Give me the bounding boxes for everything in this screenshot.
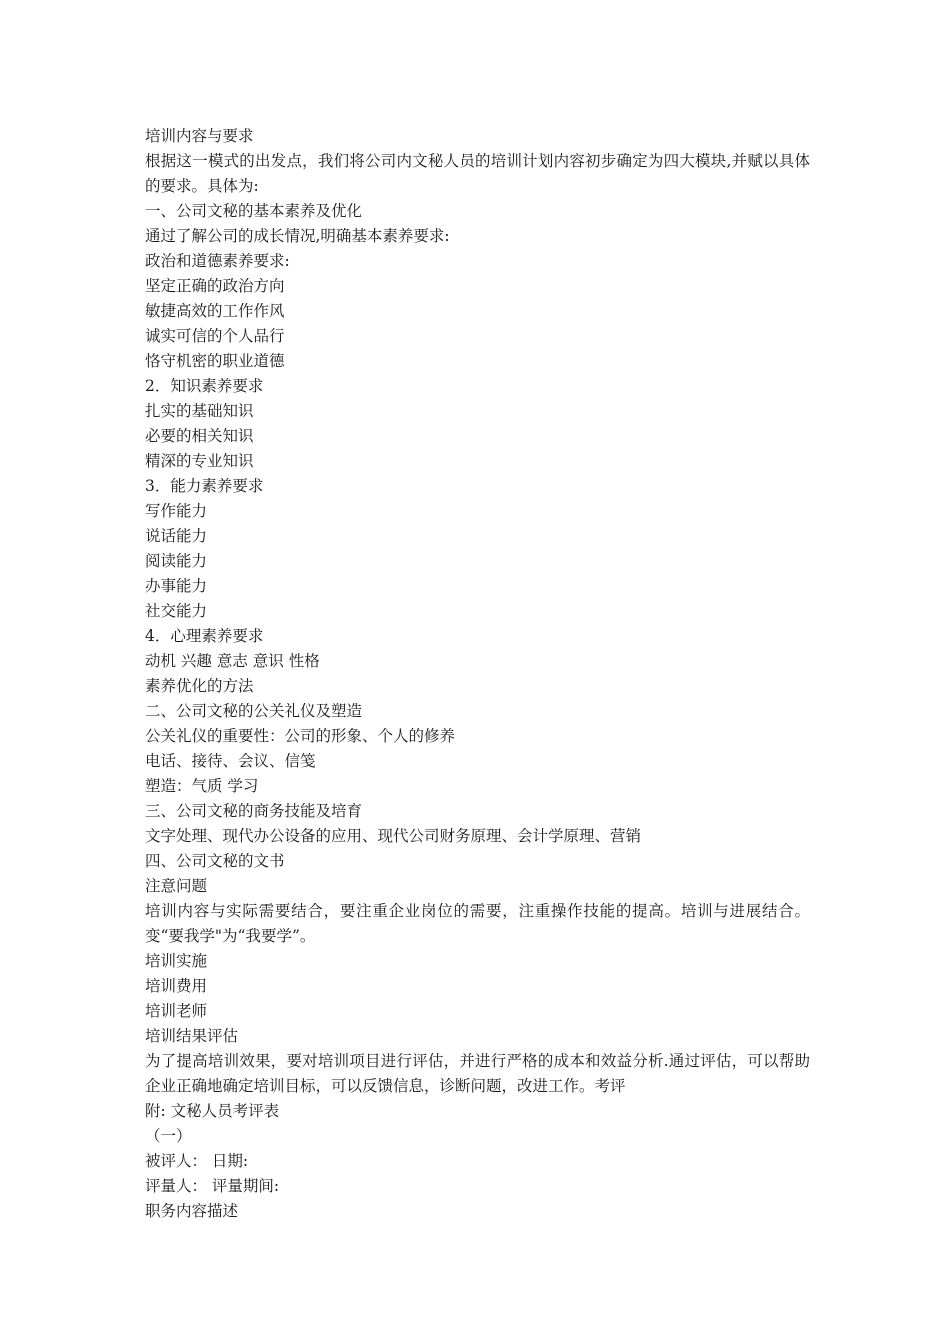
section-heading: 培训实施: [145, 952, 208, 970]
section-heading: 四、公司文秘的文书: [145, 852, 285, 870]
list-item: 办事能力: [145, 577, 208, 595]
text-line: 电话、接待、会议、信笺: [145, 752, 316, 770]
form-field-row: 被评人： 日期:: [145, 1152, 249, 1170]
section-heading: 三、公司文秘的商务技能及培育: [145, 802, 363, 820]
text-line: 通过了解公司的成长情况,明确基本素养要求:: [145, 227, 450, 245]
section-heading: 一、公司文秘的基本素养及优化: [145, 202, 363, 220]
paragraph: 为了提高培训效果，要对培训项目进行评估，并进行严格的成本和效益分析.通过评估，可以帮助企业正确地确定培训目标，可以反馈信息，诊断问题，改进工作。考评: [145, 1052, 810, 1095]
list-item: 精深的专业知识: [145, 452, 254, 470]
section-heading: 培训费用: [145, 977, 208, 995]
subsection-heading: 4．心理素养要求: [145, 627, 264, 645]
text-line: 素养优化的方法: [145, 677, 254, 695]
list-item: 恪守机密的职业道德: [145, 352, 285, 370]
list-item: 动机 兴趣 意志 意识 性格: [145, 652, 320, 670]
text-line: 文字处理、现代办公设备的应用、现代公司财务原理、会计学原理、营销: [145, 827, 642, 845]
list-item: 扎实的基础知识: [145, 402, 254, 420]
list-item: 写作能力: [145, 502, 208, 520]
section-heading: 培训内容与要求: [145, 127, 254, 145]
section-heading: 培训结果评估: [145, 1027, 239, 1045]
document-body: [145, 124, 810, 1224]
list-item: 说话能力: [145, 527, 208, 545]
text-line: 公关礼仪的重要性：公司的形象、个人的修养: [145, 727, 456, 745]
list-item: 敏捷高效的工作作风: [145, 302, 285, 320]
list-item: 坚定正确的政治方向: [145, 277, 285, 295]
list-item: 诚实可信的个人品行: [145, 327, 285, 345]
appendix-title: 附: 文秘人员考评表: [145, 1102, 280, 1120]
section-heading: 二、公司文秘的公关礼仪及塑造: [145, 702, 363, 720]
form-field-row: 评量人： 评量期间:: [145, 1177, 280, 1195]
paragraph: 培训内容与实际需要结合，要注重企业岗位的需要，注重操作技能的提高。培训与进展结合。变“要我学"为“我要学”。: [145, 902, 810, 945]
list-item: 必要的相关知识: [145, 427, 254, 445]
form-field-row: 职务内容描述: [145, 1202, 239, 1220]
section-heading: 注意问题: [145, 877, 208, 895]
text-line: 塑造：气质 学习: [145, 777, 259, 795]
subsection-heading: 3．能力素养要求: [145, 477, 264, 495]
section-heading: 培训老师: [145, 1002, 208, 1020]
subsection-heading: 2．知识素养要求: [145, 377, 264, 395]
list-item: 社交能力: [145, 602, 208, 620]
paragraph: 根据这一模式的出发点，我们将公司内文秘人员的培训计划内容初步确定为四大模块,并赋以具体的要求。具体为:: [145, 152, 810, 195]
appendix-part: （一）: [145, 1127, 192, 1145]
text-line: 政治和道德素养要求:: [145, 252, 290, 270]
list-item: 阅读能力: [145, 552, 208, 570]
